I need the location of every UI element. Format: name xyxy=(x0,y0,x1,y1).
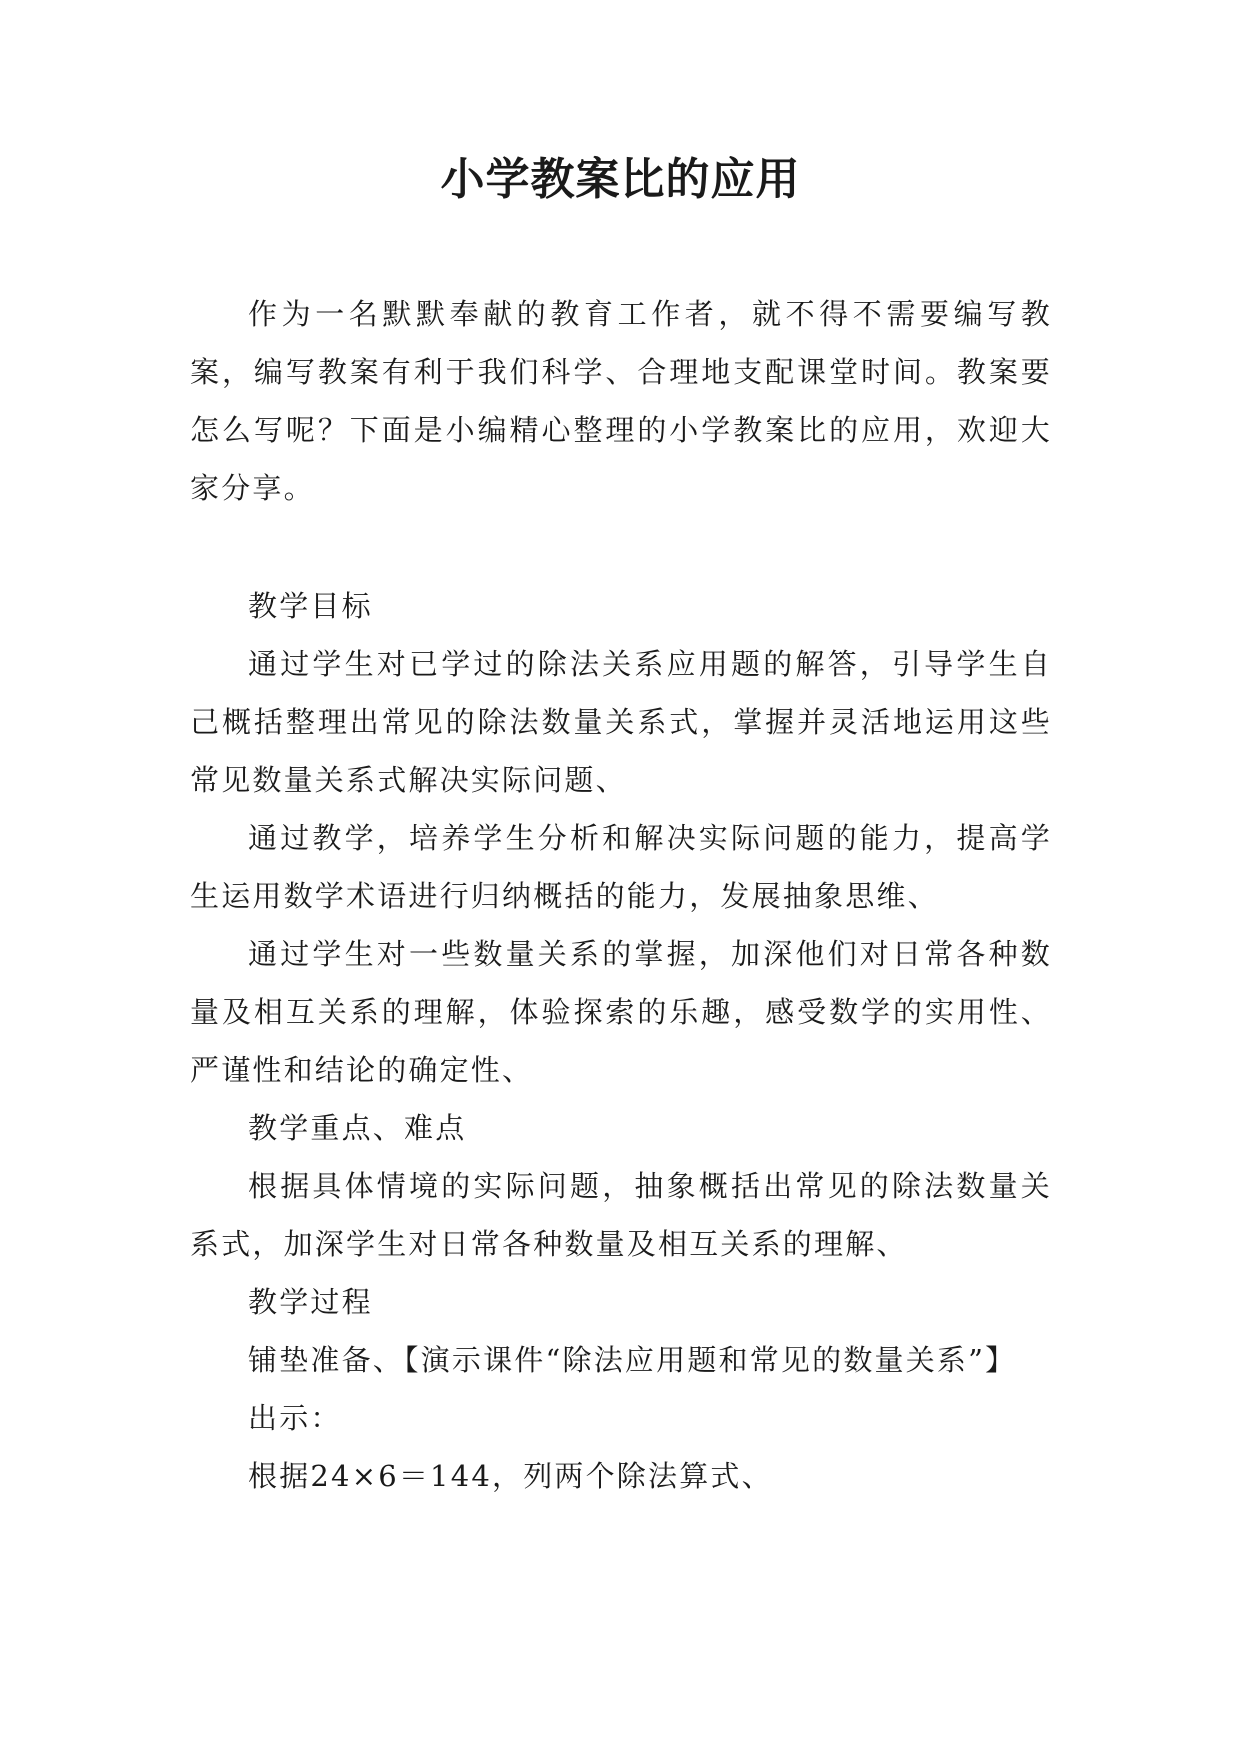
body-paragraph: 出示： xyxy=(248,1401,342,1435)
body-paragraph: 根据具体情境的实际问题，抽象概括出常见的除法数量关系式，加深学生对日常各种数量及相互关系的理解、 xyxy=(190,1169,1052,1261)
body-paragraph: 铺垫准备、【演示课件“除法应用题和常见的数量关系”】 xyxy=(248,1343,1017,1377)
body-paragraph: 通过学生对一些数量关系的掌握，加深他们对日常各种数量及相互关系的理解，体验探索的乐趣，感受数学的实用性、严谨性和结论的确定性、 xyxy=(190,937,1052,1087)
intro-paragraph: 作为一名默默奉献的教育工作者，就不得不需要编写教案，编写教案有利于我们科学、合理地支配课堂时间。教案要怎么写呢？下面是小编精心整理的小学教案比的应用，欢迎大家分享。 xyxy=(190,297,1052,505)
section-heading-process: 教学过程 xyxy=(248,1285,373,1319)
section-heading-objectives: 教学目标 xyxy=(248,589,373,623)
body-paragraph: 通过教学，培养学生分析和解决实际问题的能力，提高学生运用数学术语进行归纳概括的能力，发展抽象思维、 xyxy=(190,821,1052,913)
document-body xyxy=(190,285,1052,1505)
document-title: 小学教案比的应用 xyxy=(440,154,801,205)
body-paragraph: 通过学生对已学过的除法关系应用题的解答，引导学生自己概括整理出常见的除法数量关系式，掌握并灵活地运用这些常见数量关系式解决实际问题、 xyxy=(190,647,1052,797)
section-gap xyxy=(190,517,1052,577)
body-paragraph: 根据24×6＝144，列两个除法算式、 xyxy=(248,1459,773,1493)
section-heading-key-points: 教学重点、难点 xyxy=(248,1111,467,1145)
